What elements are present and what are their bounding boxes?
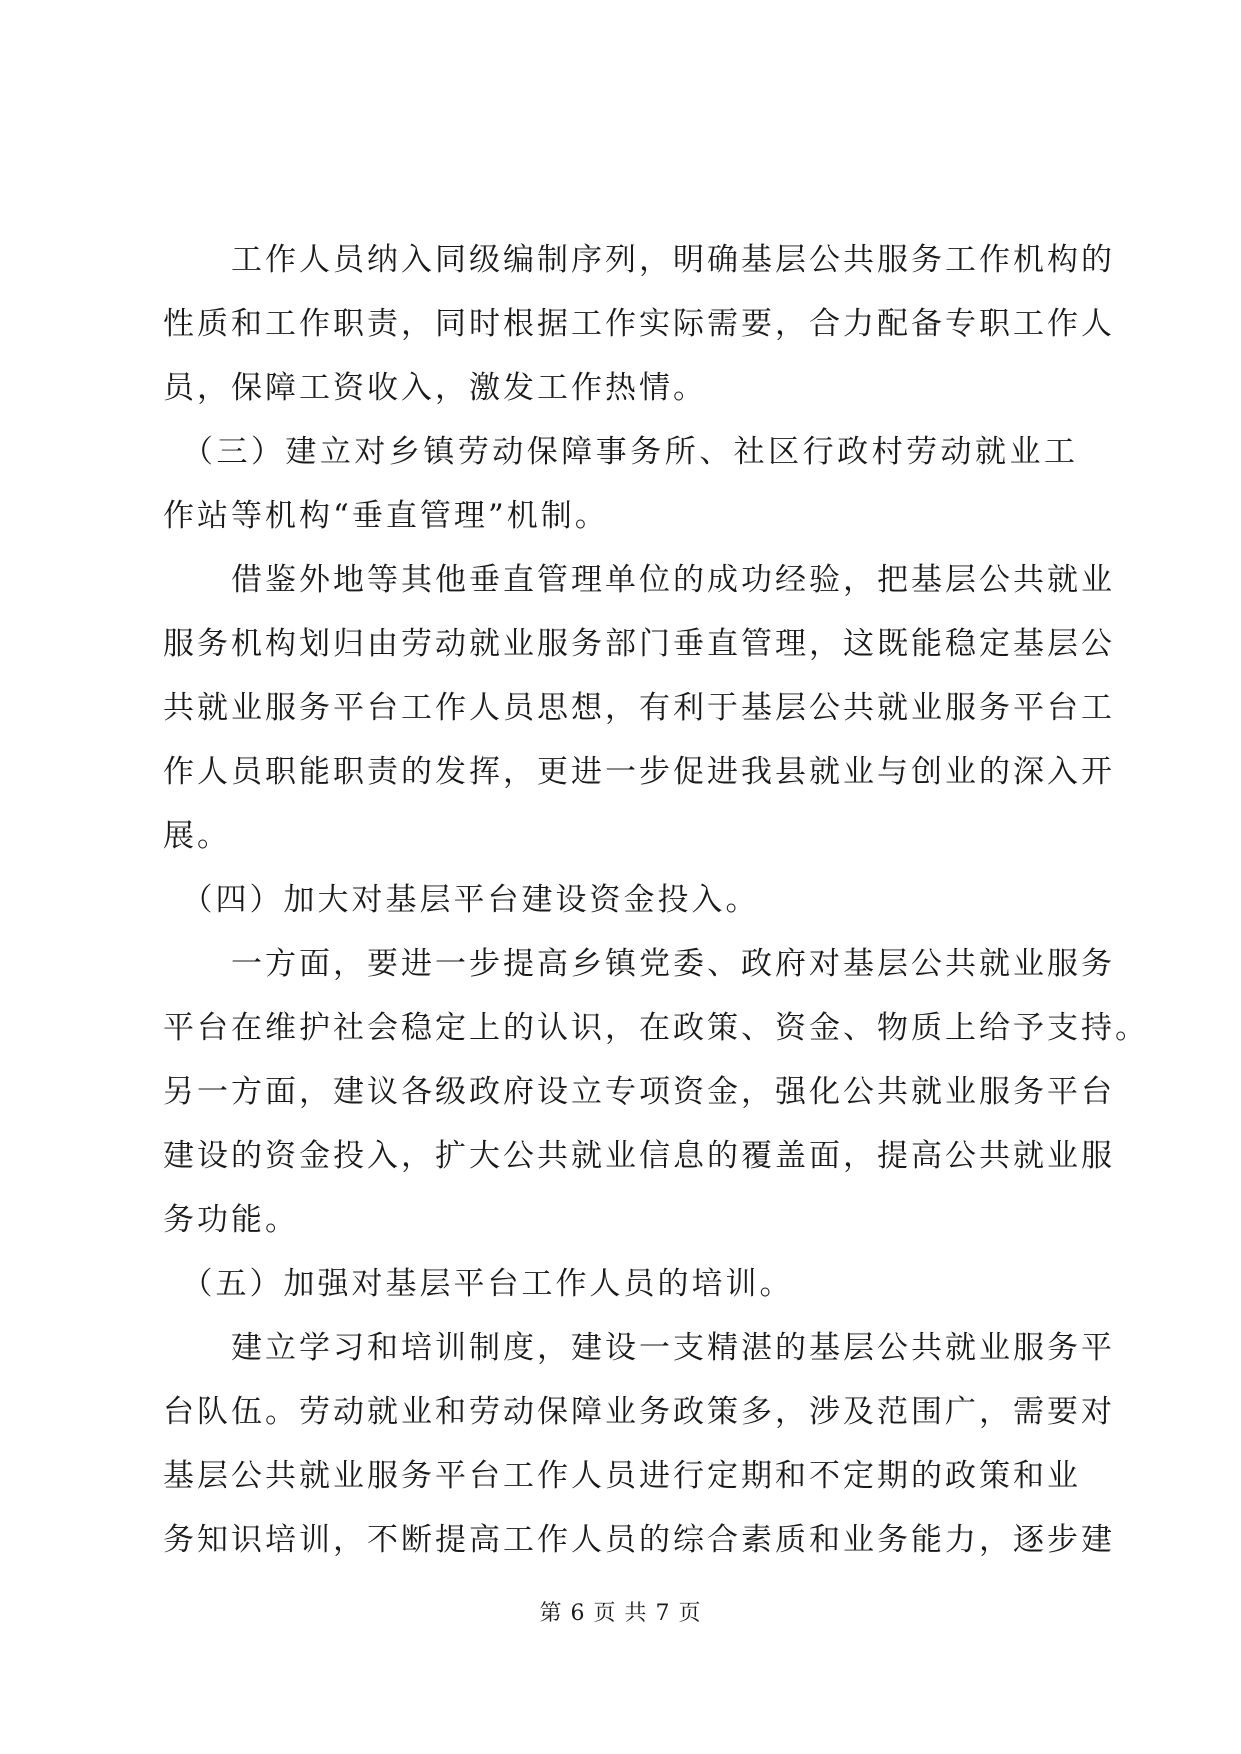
page-footer: 第 6 页 共 7 页	[539, 1601, 702, 1626]
text-line-8: 共就业服务平台工作人员思想，有利于基层公共就业服务平台工	[163, 690, 1115, 726]
text-line-21: 务知识培训，不断提高工作人员的综合素质和业务能力，逐步建	[163, 1522, 1115, 1558]
text-line-19: 台队伍。劳动就业和劳动保障业务政策多，涉及范围广，需要对	[163, 1394, 1115, 1430]
text-line-2: 性质和工作职责，同时根据工作实际需要，合力配备专职工作人	[163, 306, 1115, 342]
section-heading-5: （五）加强对基层平台工作人员的培训。	[163, 1266, 794, 1302]
text-line-6: 借鉴外地等其他垂直管理单位的成功经验，把基层公共就业	[163, 562, 1115, 598]
section-heading-3: （三）建立对乡镇劳动保障事务所、社区行政村劳动就业工	[163, 434, 1078, 470]
text-line-9: 作人员职能职责的发挥，更进一步促进我县就业与创业的深入开	[163, 754, 1115, 790]
section-heading-4: （四）加大对基层平台建设资金投入。	[163, 882, 760, 918]
text-line-12: 一方面，要进一步提高乡镇党委、政府对基层公共就业服务	[163, 946, 1115, 982]
text-line-16: 务功能。	[163, 1202, 299, 1238]
text-line-10: 展。	[163, 818, 231, 854]
body-text	[163, 228, 1149, 1572]
text-line-7: 服务机构划归由劳动就业服务部门垂直管理，这既能稳定基层公	[163, 626, 1115, 662]
text-line-13: 平台在维护社会稳定上的认识，在政策、资金、物质上给予支持。	[163, 1010, 1149, 1046]
text-line-15: 建设的资金投入，扩大公共就业信息的覆盖面，提高公共就业服	[163, 1138, 1115, 1174]
text-line-20: 基层公共就业服务平台工作人员进行定期和不定期的政策和业	[163, 1458, 1081, 1494]
text-line-3: 员，保障工资收入，激发工作热情。	[163, 370, 707, 406]
section-heading-3-cont: 作站等机构“垂直管理”机制。	[163, 498, 609, 534]
text-line-1: 工作人员纳入同级编制序列，明确基层公共服务工作机构的	[163, 242, 1115, 278]
text-line-14: 另一方面，建议各级政府设立专项资金，强化公共就业服务平台	[163, 1074, 1115, 1110]
text-line-18: 建立学习和培训制度，建设一支精湛的基层公共就业服务平	[163, 1330, 1115, 1366]
